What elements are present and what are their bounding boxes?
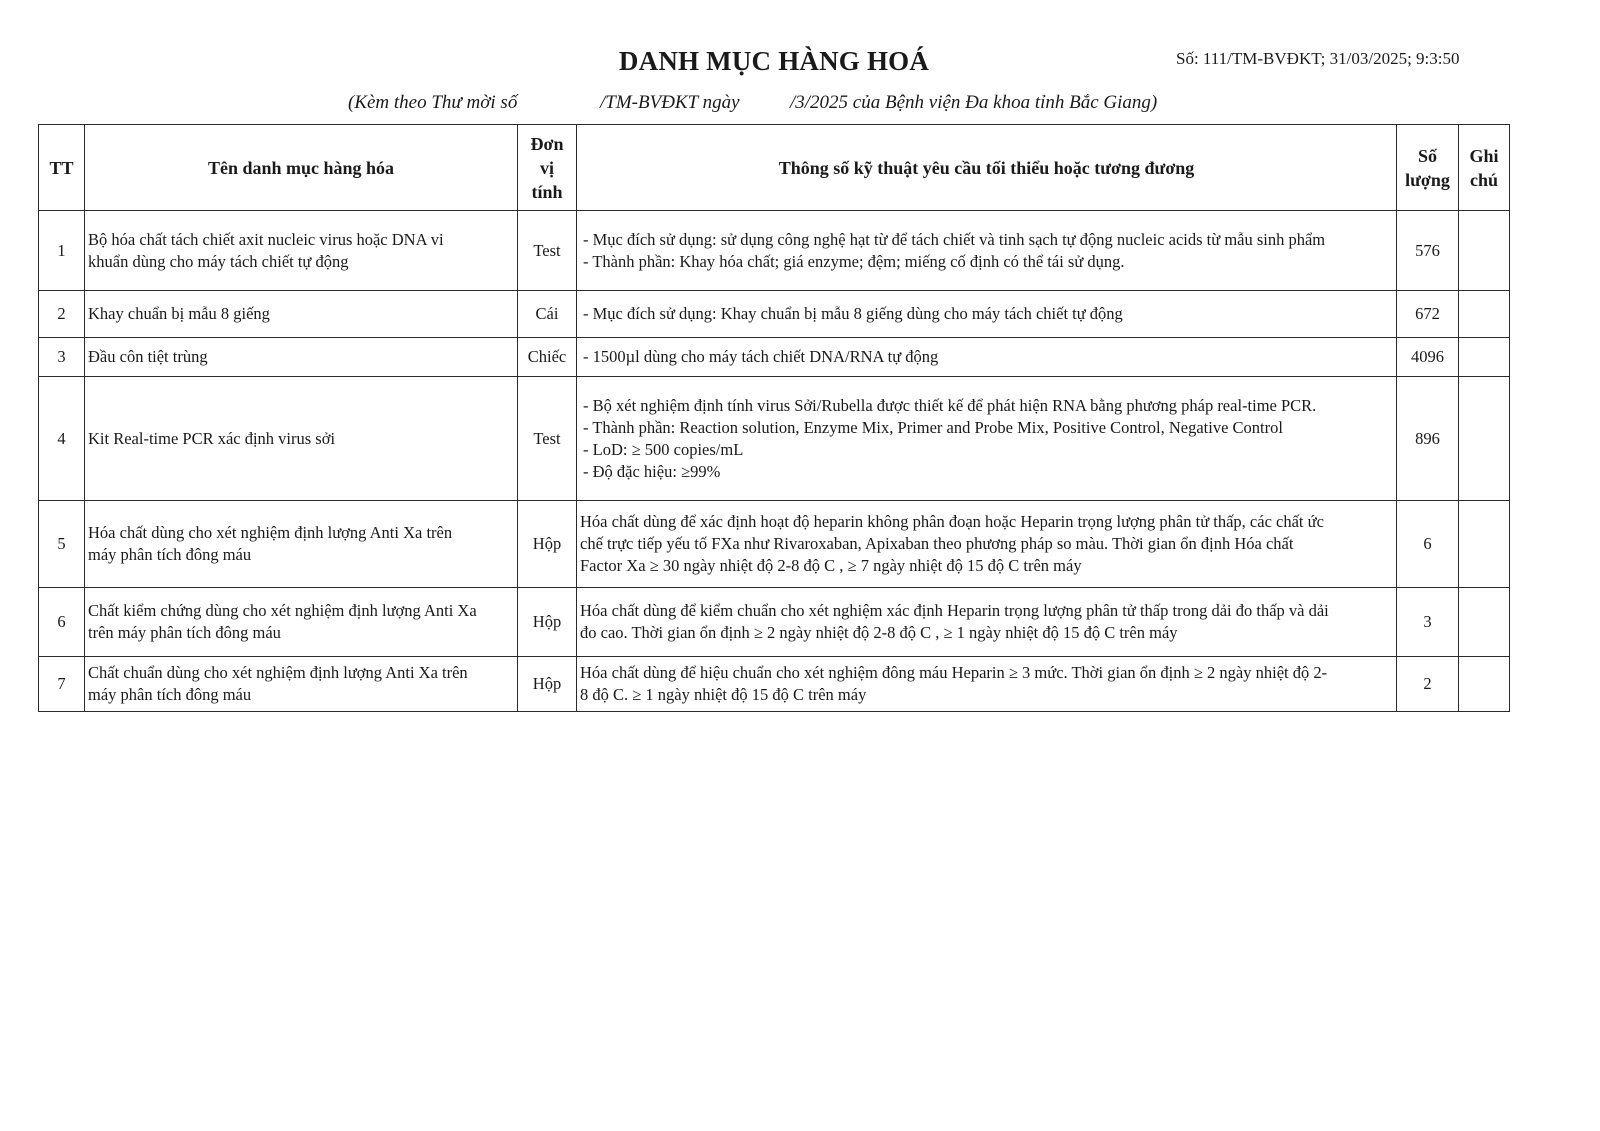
spec-line: Hóa chất dùng để xác định hoạt độ heparin không phân đoạn hoặc Heparin trọng lượng phân tử thấp, các chất ức (580, 512, 1324, 531)
table-row (39, 291, 1510, 338)
cell-spec (577, 657, 1397, 712)
subtitle-part-1: (Kèm theo Thư mời số (348, 92, 518, 113)
header-qty-line: Số (1417, 145, 1437, 166)
spec-line: chế trực tiếp yếu tố FXa như Rivaroxaban, Apixaban theo phương pháp so màu. Thời gian ổn định Hóa chất (580, 534, 1294, 553)
cell-note (1459, 377, 1510, 501)
cell-name (85, 377, 518, 501)
table-row (39, 501, 1510, 588)
cell-note (1459, 291, 1510, 338)
table-row (39, 657, 1510, 712)
table-header-row (39, 125, 1510, 211)
header-spec: Thông số kỹ thuật yêu cầu tối thiểu hoặc tương đương (577, 125, 1397, 211)
cell-spec (577, 377, 1397, 501)
header-unit-line: vị (539, 157, 554, 178)
document-title: DANH MỤC HÀNG HOÁ (618, 46, 930, 76)
table-row (39, 211, 1510, 291)
spec-line: Hóa chất dùng để hiệu chuẩn cho xét nghiệm đông máu Heparin ≥ 3 mức. Thời gian ổn định ≥ 2 ngày nhiệt độ 2- (580, 663, 1328, 682)
cell-spec (577, 588, 1397, 657)
spec-line: - Mục đích sử dụng: Khay chuẩn bị mẫu 8 giếng dùng cho máy tách chiết tự động (583, 304, 1123, 323)
cell-spec (577, 211, 1397, 291)
cell-unit: Chiếc (518, 338, 577, 377)
goods-table (38, 124, 1510, 712)
spec-line: đo cao. Thời gian ổn định ≥ 2 ngày nhiệt độ 2-8 độ C , ≥ 1 ngày nhiệt độ 15 độ C trên máy (580, 623, 1178, 642)
header-note-line: Ghi (1469, 145, 1499, 166)
cell-qty: 3 (1397, 588, 1459, 657)
name-line: máy phân tích đông máu (88, 545, 252, 564)
name-line: Hóa chất dùng cho xét nghiệm định lượng Anti Xa trên (88, 523, 453, 542)
name-line: Chất kiểm chứng dùng cho xét nghiệm định lượng Anti Xa (88, 601, 477, 620)
cell-name (85, 501, 518, 588)
cell-name (85, 657, 518, 712)
cell-note (1459, 211, 1510, 291)
header-tt: TT (39, 125, 85, 211)
document-number: Số: 111/TM-BVĐKT; 31/03/2025; 9:3:50 (1176, 49, 1460, 68)
spec-line: Factor Xa ≥ 30 ngày nhiệt độ 2-8 độ C , ≥ 7 ngày nhiệt độ 15 độ C trên máy (580, 556, 1082, 575)
name-line: Đầu côn tiệt trùng (88, 347, 208, 366)
cell-note (1459, 657, 1510, 712)
cell-qty: 672 (1397, 291, 1459, 338)
cell-unit: Test (518, 377, 577, 501)
cell-tt: 7 (39, 657, 85, 712)
cell-name (85, 211, 518, 291)
cell-unit: Hộp (518, 588, 577, 657)
cell-note (1459, 588, 1510, 657)
cell-tt: 2 (39, 291, 85, 338)
cell-name (85, 338, 518, 377)
cell-name (85, 291, 518, 338)
cell-spec (577, 501, 1397, 588)
table-row (39, 377, 1510, 501)
cell-tt: 3 (39, 338, 85, 377)
cell-qty: 2 (1397, 657, 1459, 712)
spec-line: Hóa chất dùng để kiểm chuẩn cho xét nghiệm xác định Heparin trọng lượng phân tử thấp trong dải đo thấp và dải (580, 601, 1329, 620)
cell-tt: 5 (39, 501, 85, 588)
cell-unit: Hộp (518, 501, 577, 588)
cell-qty: 4096 (1397, 338, 1459, 377)
cell-qty: 576 (1397, 211, 1459, 291)
header-note (1459, 125, 1510, 211)
spec-line: - Bộ xét nghiệm định tính virus Sởi/Rubella được thiết kế để phát hiện RNA bằng phương pháp real-time PCR. (583, 395, 1317, 415)
cell-note (1459, 338, 1510, 377)
header-qty (1397, 125, 1459, 211)
cell-qty: 6 (1397, 501, 1459, 588)
header-qty-line: lượng (1405, 169, 1450, 190)
name-line: Chất chuẩn dùng cho xét nghiệm định lượng Anti Xa trên (88, 663, 468, 682)
name-line: trên máy phân tích đông máu (88, 623, 281, 642)
cell-unit: Hộp (518, 657, 577, 712)
spec-line: - Độ đặc hiệu: ≥99% (583, 461, 721, 481)
cell-spec (577, 291, 1397, 338)
cell-tt: 1 (39, 211, 85, 291)
spec-line: 8 độ C. ≥ 1 ngày nhiệt độ 15 độ C trên máy (580, 685, 867, 704)
spec-line: - LoD: ≥ 500 copies/mL (583, 439, 744, 459)
header-note-line: chú (1469, 169, 1498, 190)
header-unit (518, 125, 577, 211)
spec-line: - Thành phần: Khay hóa chất; giá enzyme; đệm; miếng cố định có thể tái sử dụng. (583, 251, 1125, 271)
header-unit-line: Đơn (530, 133, 564, 154)
cell-qty: 896 (1397, 377, 1459, 501)
cell-tt: 4 (39, 377, 85, 501)
table-row (39, 338, 1510, 377)
cell-tt: 6 (39, 588, 85, 657)
cell-unit: Test (518, 211, 577, 291)
subtitle-part-3: /3/2025 của Bệnh viện Đa khoa tỉnh Bắc Giang) (790, 92, 1158, 113)
cell-note (1459, 501, 1510, 588)
name-line: Khay chuẩn bị mẫu 8 giếng (88, 304, 270, 323)
header-unit-line: tính (531, 181, 563, 202)
table-row (39, 588, 1510, 657)
cell-spec (577, 338, 1397, 377)
cell-name (85, 588, 518, 657)
name-line: Kit Real-time PCR xác định virus sởi (88, 428, 336, 448)
name-line: máy phân tích đông máu (88, 685, 252, 704)
spec-line: - Mục đích sử dụng: sử dụng công nghệ hạt từ để tách chiết và tinh sạch tự động nucleic acids từ mẫu sinh phẩm (583, 229, 1326, 249)
name-line: Bộ hóa chất tách chiết axit nucleic virus hoặc DNA vi (88, 229, 444, 249)
subtitle-part-2: /TM-BVĐKT ngày (600, 92, 740, 113)
cell-unit: Cái (518, 291, 577, 338)
name-line: khuẩn dùng cho máy tách chiết tự động (88, 251, 349, 271)
spec-line: - Thành phần: Reaction solution, Enzyme Mix, Primer and Probe Mix, Positive Control, Negative Control (583, 417, 1283, 437)
spec-line: - 1500µl dùng cho máy tách chiết DNA/RNA tự động (583, 347, 939, 366)
header-name: Tên danh mục hàng hóa (85, 125, 518, 211)
